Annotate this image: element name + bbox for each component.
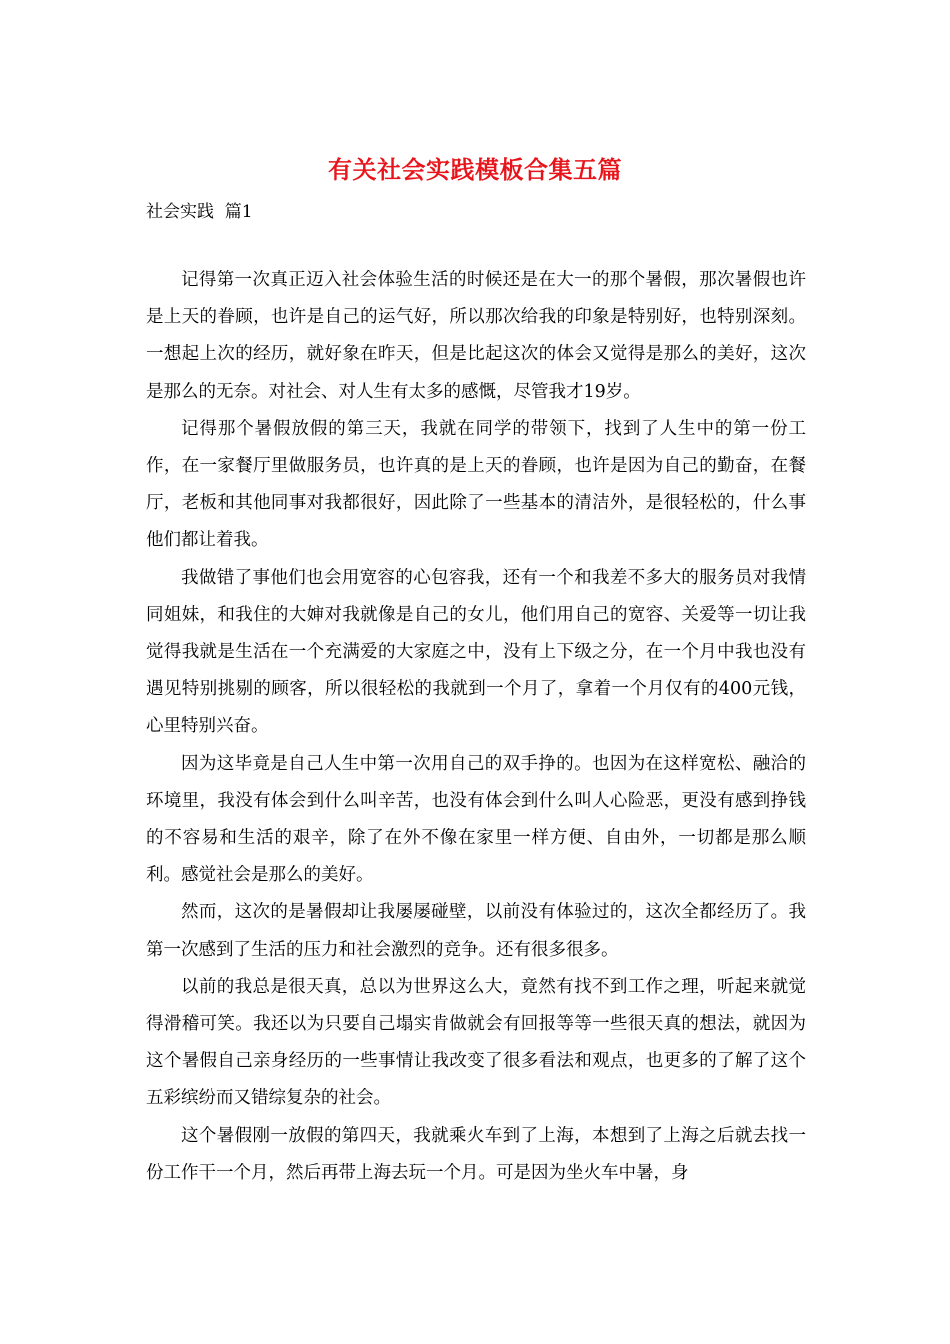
paragraph-4: 因为这毕竟是自己人生中第一次用自己的双手挣的。也因为在这样宽松、融洽的环境里，我没有体会到什么叫辛苦，也没有体会到什么叫人心险恶，更没有感到挣钱的不容易和生活的艰辛，除了在外不像在家里一样方便、自由外，一切都是那么顺利。感觉社会是那么的美好。	[146, 753, 806, 886]
paragraph-5: 然而，这次的是暑假却让我屡屡碰壁，以前没有体验过的，这次全都经历了。我第一次感到了生活的压力和社会激烈的竞争。还有很多很多。	[146, 902, 806, 960]
paragraph-3: 我做错了事他们也会用宽容的心包容我，还有一个和我差不多大的服务员对我情同姐妹，和我住的大婶对我就像是自己的女儿，他们用自己的宽容、关爱等一切让我觉得我就是生活在一个充满爱的大家庭之中，没有上下级之分，在一个月中我也没有遇见特别挑剔的顾客，所以很轻松的我就到一个月了，拿着一个月仅有的400元钱，心里特别兴奋。	[146, 567, 806, 737]
section-heading: 社会实践 篇1	[146, 202, 253, 222]
document-title: 有关社会实践模板合集五篇	[328, 155, 622, 184]
paragraph-1: 记得第一次真正迈入社会体验生活的时候还是在大一的那个暑假，那次暑假也许是上天的眷顾，也许是自己的运气好，所以那次给我的印象是特别好，也特别深刻。一想起上次的经历，就好象在昨天，但是比起这次的体会又觉得是那么的美好，这次是那么的无奈。对社会、对人生有太多的感慨，尽管我才19岁。	[146, 270, 806, 402]
paragraph-7: 这个暑假刚一放假的第四天，我就乘火车到了上海，本想到了上海之后就去找一份工作干一个月，然后再带上海去玩一个月。可是因为坐火车中暑，身	[146, 1125, 806, 1183]
document-body	[146, 262, 806, 1192]
paragraph-6: 以前的我总是很天真，总以为世界这么大，竟然有找不到工作之理，听起来就觉得滑稽可笑。我还以为只要自己塌实肯做就会有回报等等一些很天真的想法，就因为这个暑假自己亲身经历的一些事情让我改变了很多看法和观点，也更多的了解了这个五彩缤纷而又错综复杂的社会。	[146, 976, 806, 1109]
paragraph-2: 记得那个暑假放假的第三天，我就在同学的带领下，找到了人生中的第一份工作，在一家餐厅里做服务员，也许真的是上天的眷顾，也许是因为自己的勤奋，在餐厅，老板和其他同事对我都很好，因此除了一些基本的清洁外，是很轻松的，什么事他们都让着我。	[146, 418, 806, 551]
